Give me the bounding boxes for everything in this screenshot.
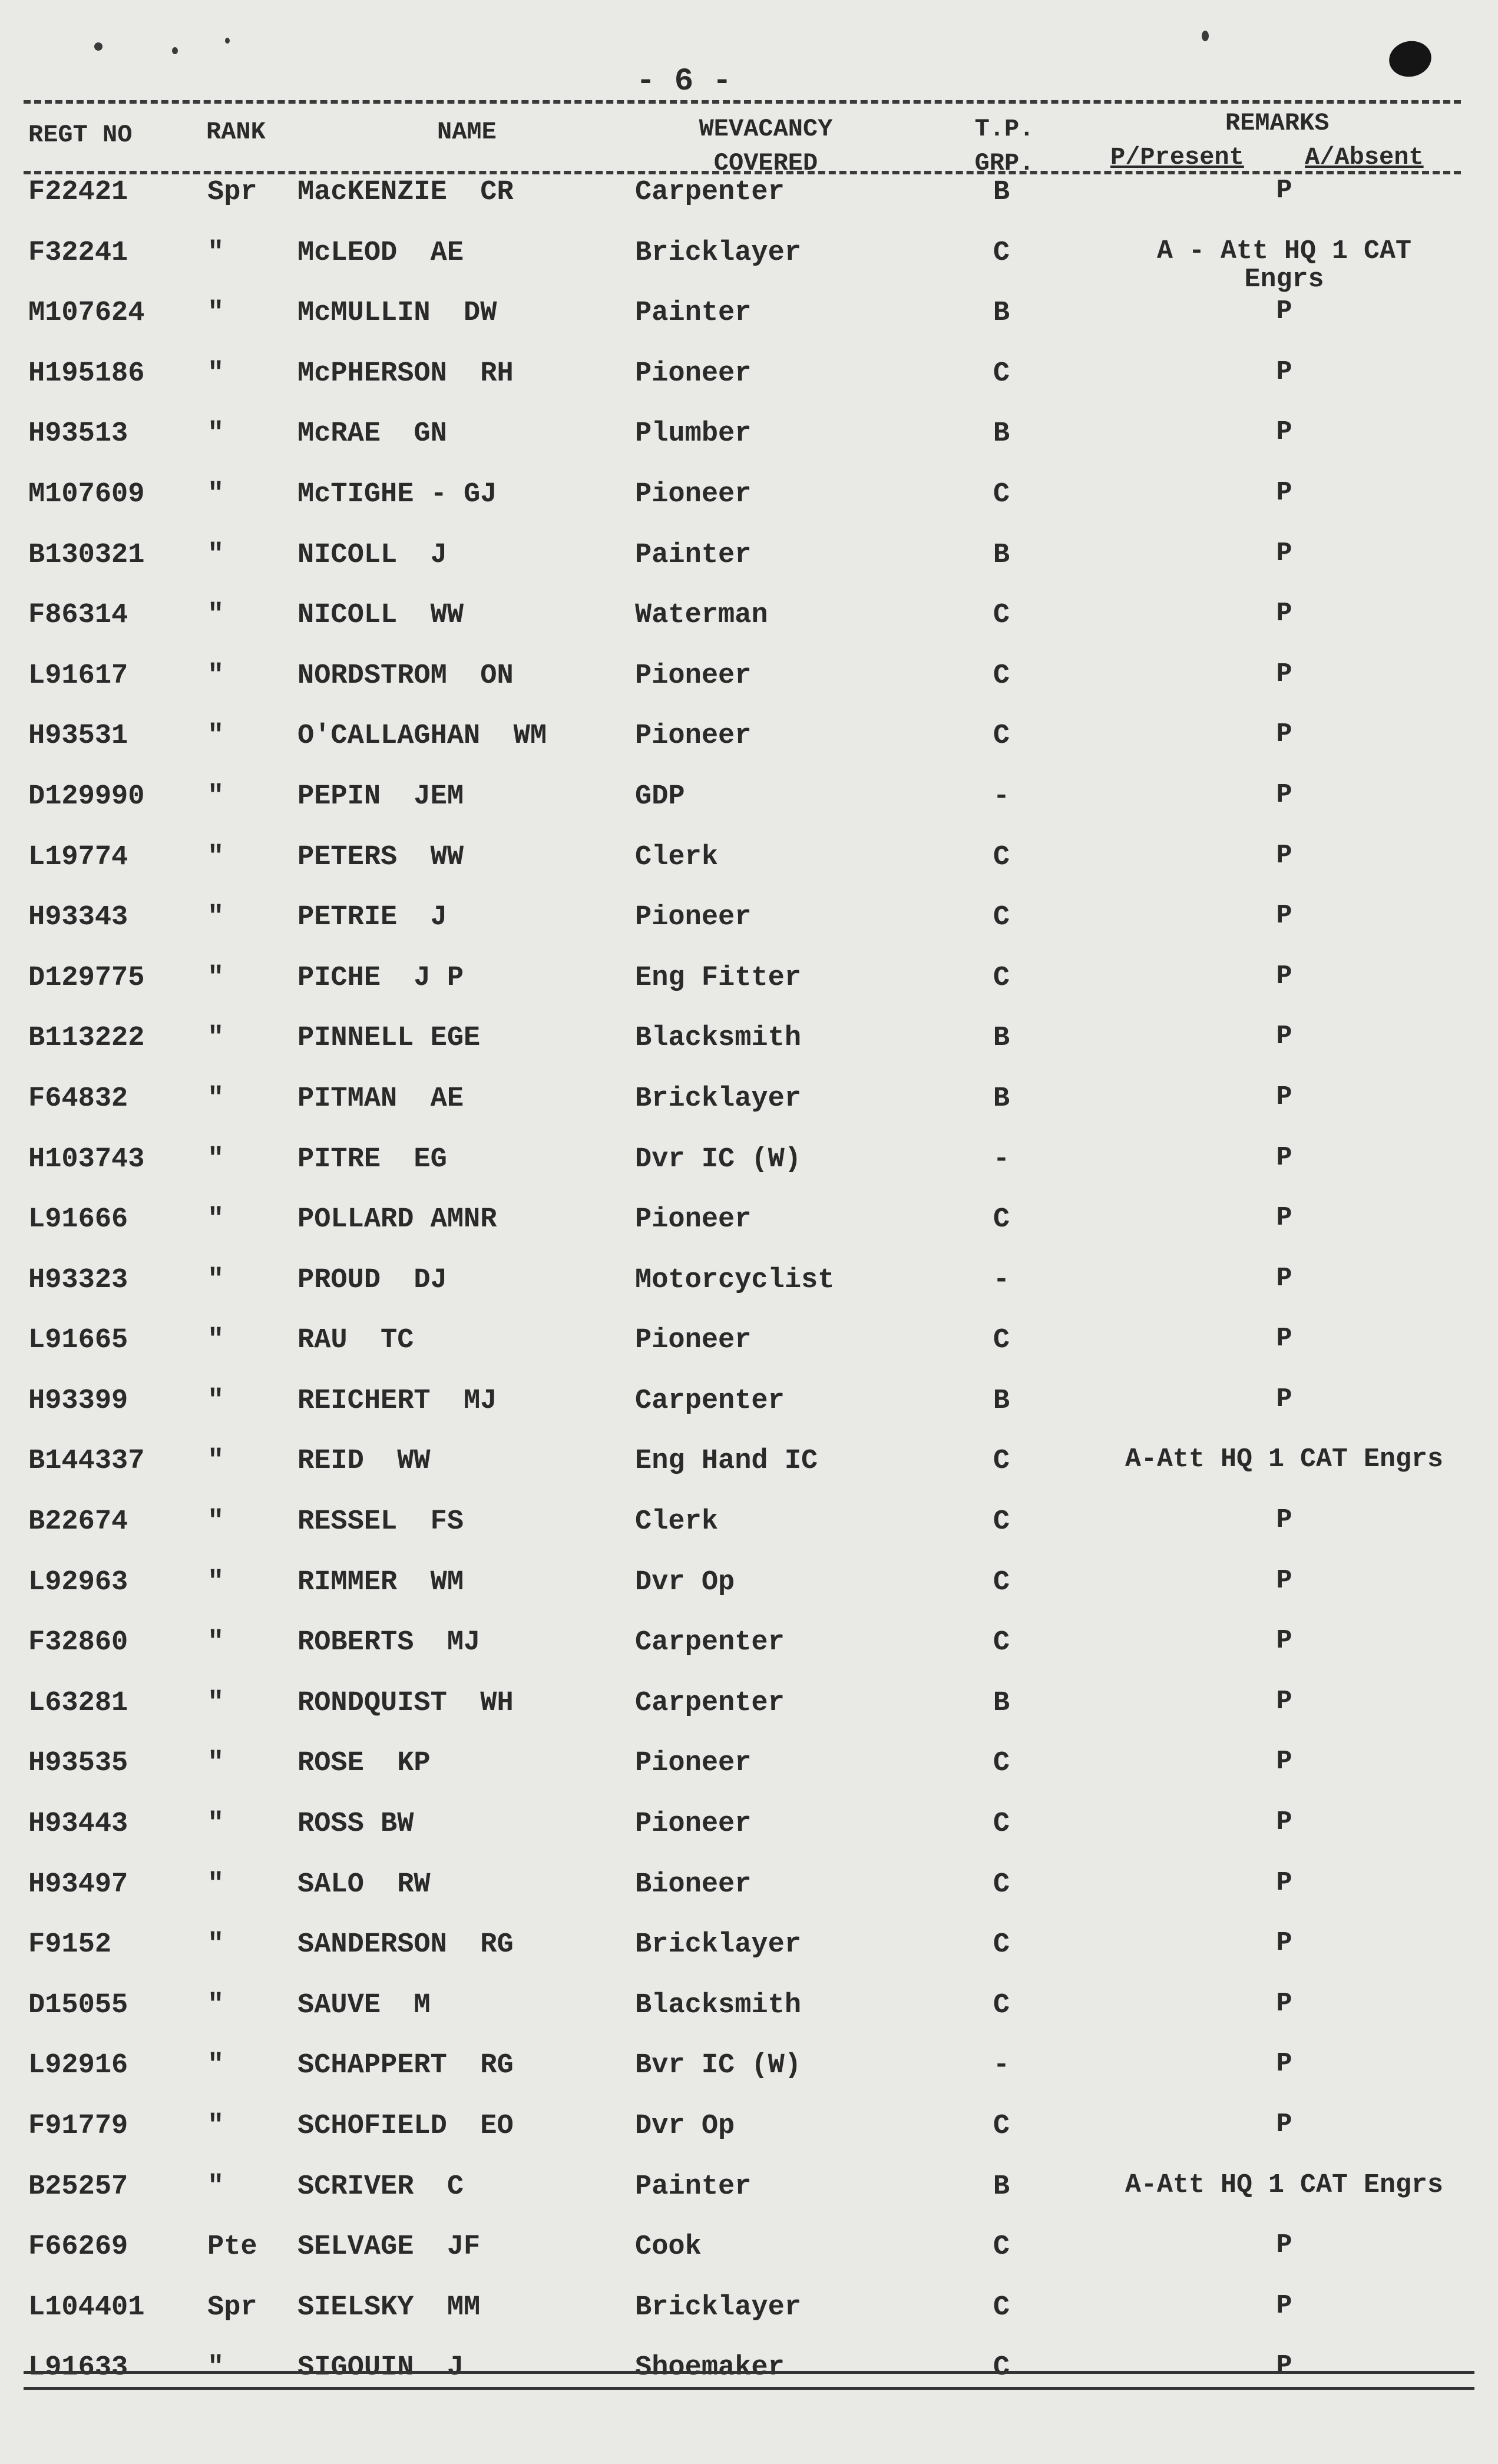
rank-cell: " xyxy=(207,418,224,450)
tp-grp-cell: B xyxy=(993,1023,1010,1054)
rank-cell: " xyxy=(207,600,224,631)
name-cell: SIGOUIN J xyxy=(297,2352,464,2384)
table-row xyxy=(0,412,1498,473)
name-cell: SIELSKY MM xyxy=(297,2291,481,2323)
rank-cell: " xyxy=(207,1143,224,1175)
table-row xyxy=(0,836,1498,897)
header-absent: A/Absent xyxy=(1305,143,1424,171)
name-cell: POLLARD AMNR xyxy=(297,1204,497,1236)
name-cell: SCHAPPERT RG xyxy=(297,2050,514,2082)
rank-cell: " xyxy=(207,478,224,510)
remarks-cell: P xyxy=(1276,176,1292,206)
tp-grp-cell: C xyxy=(993,720,1010,752)
vacancy-cell: Bricklayer xyxy=(635,1929,802,1961)
table-row xyxy=(0,1923,1498,1984)
remarks-cell: P xyxy=(1276,1988,1292,2019)
name-cell: ROSS BW xyxy=(297,1808,414,1840)
table-row xyxy=(0,1259,1498,1319)
tp-grp-cell: C xyxy=(993,358,1010,389)
table-row xyxy=(0,171,1498,231)
table-row xyxy=(0,1017,1498,1077)
tp-grp-cell: B xyxy=(993,1687,1010,1719)
vacancy-cell: Carpenter xyxy=(635,177,785,208)
vacancy-cell: GDP xyxy=(635,780,685,812)
header-present: P/Present xyxy=(1110,143,1244,171)
remarks-cell: A - Att HQ 1 CAT Engrs xyxy=(1156,236,1412,295)
vacancy-cell: Cook xyxy=(635,2231,702,2263)
vacancy-cell: Carpenter xyxy=(635,1627,785,1659)
table-row xyxy=(0,1380,1498,1440)
tp-grp-cell: C xyxy=(993,2231,1010,2263)
remarks-cell: P xyxy=(1276,1565,1292,1596)
table-row xyxy=(0,715,1498,775)
ink-blot xyxy=(1386,37,1435,81)
regt-no-cell: B130321 xyxy=(28,539,145,571)
table-row xyxy=(0,1984,1498,2045)
vacancy-cell: Dvr IC (W) xyxy=(635,1143,802,1175)
remarks-cell: P xyxy=(1276,1324,1292,1354)
rank-cell: " xyxy=(207,1264,224,1296)
regt-no-cell: L19774 xyxy=(28,841,128,873)
table-row xyxy=(0,2105,1498,2165)
tp-grp-cell: - xyxy=(993,1264,1010,1296)
rank-cell: " xyxy=(207,1868,224,1900)
tp-grp-cell: B xyxy=(993,297,1010,329)
header-rank: RANK xyxy=(206,118,266,146)
name-cell: NORDSTROM ON xyxy=(297,660,514,692)
regt-no-cell: L104401 xyxy=(28,2291,145,2323)
personnel-table xyxy=(0,171,1498,2407)
regt-no-cell: H103743 xyxy=(28,1143,145,1175)
name-cell: McRAE GN xyxy=(297,418,447,450)
tp-grp-cell: C xyxy=(993,1325,1010,1357)
table-row xyxy=(0,2286,1498,2347)
vacancy-cell: Carpenter xyxy=(635,1687,785,1719)
header-remarks: REMARKS xyxy=(1225,109,1330,137)
table-row xyxy=(0,1077,1498,1138)
tp-grp-cell: C xyxy=(993,1446,1010,1477)
remarks-cell: P xyxy=(1276,356,1292,387)
remarks-cell: P xyxy=(1276,1263,1292,1294)
strikethrough-line xyxy=(24,2371,1474,2390)
rank-cell: " xyxy=(207,2111,224,2142)
tp-grp-cell: C xyxy=(993,2352,1010,2384)
rank-cell: Spr xyxy=(207,2291,257,2323)
table-row xyxy=(0,473,1498,534)
rank-cell: " xyxy=(207,1446,224,1477)
vacancy-cell: Painter xyxy=(635,539,752,571)
table-row xyxy=(0,2165,1498,2226)
table-row xyxy=(0,654,1498,715)
name-cell: SALO RW xyxy=(297,1868,431,1900)
tp-grp-cell: C xyxy=(993,600,1010,631)
table-row xyxy=(0,1802,1498,1863)
tp-grp-cell: C xyxy=(993,841,1010,873)
table-row xyxy=(0,231,1498,295)
remarks-cell: P xyxy=(1276,2230,1292,2261)
table-row xyxy=(0,775,1498,836)
name-cell: NICOLL J xyxy=(297,539,447,571)
vacancy-cell: Painter xyxy=(635,297,752,329)
vacancy-cell: Waterman xyxy=(635,600,768,631)
ink-speck xyxy=(94,42,102,51)
remarks-cell: P xyxy=(1276,296,1292,327)
name-cell: O'CALLAGHAN WM xyxy=(297,720,547,752)
table-row xyxy=(0,292,1498,352)
name-cell: McTIGHE - GJ xyxy=(297,478,497,510)
regt-no-cell: H93513 xyxy=(28,418,128,450)
regt-no-cell: H93399 xyxy=(28,1385,128,1417)
regt-no-cell: H93497 xyxy=(28,1868,128,1900)
rank-cell: " xyxy=(207,1808,224,1840)
name-cell: RONDQUIST WH xyxy=(297,1687,514,1719)
vacancy-cell: Carpenter xyxy=(635,1385,785,1417)
tp-grp-cell: B xyxy=(993,177,1010,208)
rank-cell: " xyxy=(207,1325,224,1357)
rank-cell: " xyxy=(207,539,224,571)
tp-grp-cell: C xyxy=(993,1204,1010,1236)
header-top-rule xyxy=(24,100,1461,104)
vacancy-cell: Pioneer xyxy=(635,660,752,692)
remarks-cell: P xyxy=(1276,659,1292,689)
remarks-cell: P xyxy=(1276,1807,1292,1838)
name-cell: McLEOD AE xyxy=(297,237,464,269)
vacancy-cell: Bricklayer xyxy=(635,1083,802,1114)
tp-grp-cell: C xyxy=(993,478,1010,510)
regt-no-cell: F9152 xyxy=(28,1929,112,1961)
ink-speck xyxy=(225,38,230,44)
rank-cell: Spr xyxy=(207,177,257,208)
remarks-cell: P xyxy=(1276,1384,1292,1414)
tp-grp-cell: B xyxy=(993,539,1010,571)
vacancy-cell: Pioneer xyxy=(635,1748,752,1780)
page-number: - 6 - xyxy=(636,64,732,100)
regt-no-cell: L91665 xyxy=(28,1325,128,1357)
name-cell: ROSE KP xyxy=(297,1748,431,1780)
name-cell: PITRE EG xyxy=(297,1143,447,1175)
remarks-cell: P xyxy=(1276,477,1292,508)
name-cell: RIMMER WM xyxy=(297,1566,464,1598)
name-cell: PINNELL EGE xyxy=(297,1023,481,1054)
rank-cell: " xyxy=(207,720,224,752)
rank-cell: " xyxy=(207,1566,224,1598)
remarks-cell: P xyxy=(1276,779,1292,810)
regt-no-cell: H93323 xyxy=(28,1264,128,1296)
remarks-cell: P xyxy=(1276,1505,1292,1536)
table-row xyxy=(0,352,1498,413)
table-row xyxy=(0,1198,1498,1259)
rank-cell: " xyxy=(207,1929,224,1961)
rank-cell: " xyxy=(207,660,224,692)
vacancy-cell: Bioneer xyxy=(635,1868,752,1900)
name-cell: NICOLL WW xyxy=(297,600,464,631)
name-cell: PITMAN AE xyxy=(297,1083,464,1114)
vacancy-cell: Pioneer xyxy=(635,478,752,510)
table-row xyxy=(0,957,1498,1017)
vacancy-cell: Bricklayer xyxy=(635,237,802,269)
regt-no-cell: B144337 xyxy=(28,1446,145,1477)
regt-no-cell: D129990 xyxy=(28,780,145,812)
table-row xyxy=(0,1561,1498,1622)
rank-cell: " xyxy=(207,1083,224,1114)
tp-grp-cell: C xyxy=(993,962,1010,994)
vacancy-cell: Bvr IC (W) xyxy=(635,2050,802,2082)
tp-grp-cell: C xyxy=(993,1566,1010,1598)
remarks-cell: P xyxy=(1276,1081,1292,1112)
regt-no-cell: H195186 xyxy=(28,358,145,389)
rank-cell: " xyxy=(207,1989,224,2021)
tp-grp-cell: C xyxy=(993,1868,1010,1900)
tp-grp-cell: B xyxy=(993,2171,1010,2202)
vacancy-cell: Pioneer xyxy=(635,1204,752,1236)
header-vacancy: WEVACANCY COVERED xyxy=(699,115,833,177)
remarks-cell: P xyxy=(1276,901,1292,931)
table-row xyxy=(0,594,1498,654)
vacancy-cell: Dvr Op xyxy=(635,1566,735,1598)
table-row xyxy=(0,896,1498,957)
remarks-cell: P xyxy=(1276,1203,1292,1233)
remarks-cell: P xyxy=(1276,1928,1292,1959)
vacancy-cell: Clerk xyxy=(635,1506,719,1538)
name-cell: SAUVE M xyxy=(297,1989,431,2021)
regt-no-cell: L92963 xyxy=(28,1566,128,1598)
ink-speck xyxy=(1202,31,1209,41)
table-row xyxy=(0,1742,1498,1802)
tp-grp-cell: C xyxy=(993,1627,1010,1659)
regt-no-cell: L63281 xyxy=(28,1687,128,1719)
remarks-cell: P xyxy=(1276,1626,1292,1656)
regt-no-cell: B25257 xyxy=(28,2171,128,2202)
regt-no-cell: F91779 xyxy=(28,2111,128,2142)
rank-cell: " xyxy=(207,1748,224,1780)
tp-grp-cell: C xyxy=(993,1989,1010,2021)
rank-cell: " xyxy=(207,1023,224,1054)
regt-no-cell: M107609 xyxy=(28,478,145,510)
rank-cell: " xyxy=(207,962,224,994)
remarks-cell: P xyxy=(1276,2351,1292,2382)
regt-no-cell: F32860 xyxy=(28,1627,128,1659)
regt-no-cell: L92916 xyxy=(28,2050,128,2082)
remarks-cell: P xyxy=(1276,1142,1292,1173)
remarks-cell: A-Att HQ 1 CAT Engrs xyxy=(1125,2169,1444,2200)
tp-grp-cell: C xyxy=(993,660,1010,692)
name-cell: REICHERT MJ xyxy=(297,1385,497,1417)
rank-cell: " xyxy=(207,1687,224,1719)
table-row xyxy=(0,1621,1498,1682)
regt-no-cell: B22674 xyxy=(28,1506,128,1538)
name-cell: McPHERSON RH xyxy=(297,358,514,389)
name-cell: PICHE J P xyxy=(297,962,464,994)
vacancy-cell: Pioneer xyxy=(635,902,752,934)
rank-cell: " xyxy=(207,1204,224,1236)
tp-grp-cell: B xyxy=(993,1083,1010,1114)
rank-cell: " xyxy=(207,2171,224,2202)
tp-grp-cell: - xyxy=(993,1143,1010,1175)
table-row xyxy=(0,534,1498,594)
header-name: NAME xyxy=(437,118,497,146)
vacancy-cell: Painter xyxy=(635,2171,752,2202)
regt-no-cell: H93343 xyxy=(28,902,128,934)
vacancy-cell: Pioneer xyxy=(635,358,752,389)
regt-no-cell: H93535 xyxy=(28,1748,128,1780)
rank-cell: " xyxy=(207,1385,224,1417)
name-cell: SELVAGE JF xyxy=(297,2231,481,2263)
name-cell: RAU TC xyxy=(297,1325,414,1357)
tp-grp-cell: B xyxy=(993,418,1010,450)
vacancy-cell: Motorcyclist xyxy=(635,1264,835,1296)
regt-no-cell: F64832 xyxy=(28,1083,128,1114)
tp-grp-cell: - xyxy=(993,2050,1010,2082)
remarks-cell: P xyxy=(1276,2290,1292,2321)
rank-cell: " xyxy=(207,2050,224,2082)
tp-grp-cell: C xyxy=(993,2111,1010,2142)
tp-grp-cell: B xyxy=(993,1385,1010,1417)
regt-no-cell: H93531 xyxy=(28,720,128,752)
remarks-cell: P xyxy=(1276,2109,1292,2139)
remarks-cell: P xyxy=(1276,1867,1292,1898)
vacancy-cell: Pioneer xyxy=(635,1325,752,1357)
name-cell: MacKENZIE CR xyxy=(297,177,514,208)
vacancy-cell: Plumber xyxy=(635,418,752,450)
remarks-cell: P xyxy=(1276,598,1292,629)
header-tp-grp: T.P. GRP. xyxy=(974,115,1034,177)
regt-no-cell: F32241 xyxy=(28,237,128,269)
rank-cell: " xyxy=(207,841,224,873)
vacancy-cell: Eng Fitter xyxy=(635,962,802,994)
vacancy-cell: Bricklayer xyxy=(635,2291,802,2323)
regt-no-cell: M107624 xyxy=(28,297,145,329)
tp-grp-cell: C xyxy=(993,1929,1010,1961)
regt-no-cell: F66269 xyxy=(28,2231,128,2263)
rank-cell: Pte xyxy=(207,2231,257,2263)
name-cell: SCRIVER C xyxy=(297,2171,464,2202)
vacancy-cell: Shoemaker xyxy=(635,2352,785,2384)
vacancy-cell: Blacksmith xyxy=(635,1023,802,1054)
table-row xyxy=(0,1138,1498,1199)
name-cell: ROBERTS MJ xyxy=(297,1627,481,1659)
name-cell: SANDERSON RG xyxy=(297,1929,514,1961)
remarks-cell: P xyxy=(1276,1021,1292,1052)
tp-grp-cell: C xyxy=(993,902,1010,934)
vacancy-cell: Dvr Op xyxy=(635,2111,735,2142)
table-row xyxy=(0,1682,1498,1742)
name-cell: PETERS WW xyxy=(297,841,464,873)
vacancy-cell: Pioneer xyxy=(635,720,752,752)
regt-no-cell: F86314 xyxy=(28,600,128,631)
rank-cell: " xyxy=(207,902,224,934)
remarks-cell: P xyxy=(1276,538,1292,568)
table-row xyxy=(0,2225,1498,2286)
table-row xyxy=(0,1500,1498,1561)
table-row xyxy=(0,1440,1498,1500)
tp-grp-cell: C xyxy=(993,1506,1010,1538)
remarks-cell: P xyxy=(1276,840,1292,871)
ink-speck xyxy=(172,47,178,54)
remarks-cell: P xyxy=(1276,961,1292,991)
tp-grp-cell: C xyxy=(993,1808,1010,1840)
rank-cell: " xyxy=(207,297,224,329)
name-cell: PETRIE J xyxy=(297,902,447,934)
name-cell: SCHOFIELD EO xyxy=(297,2111,514,2142)
name-cell: RESSEL FS xyxy=(297,1506,464,1538)
rank-cell: " xyxy=(207,2352,224,2384)
regt-no-cell: D15055 xyxy=(28,1989,128,2021)
name-cell: PEPIN JEM xyxy=(297,780,464,812)
rank-cell: " xyxy=(207,1627,224,1659)
remarks-cell: P xyxy=(1276,2049,1292,2079)
remarks-cell: P xyxy=(1276,1686,1292,1716)
vacancy-cell: Pioneer xyxy=(635,1808,752,1840)
name-cell: PROUD DJ xyxy=(297,1264,447,1296)
vacancy-cell: Clerk xyxy=(635,841,719,873)
remarks-cell: P xyxy=(1276,1747,1292,1777)
tp-grp-cell: C xyxy=(993,1748,1010,1780)
regt-no-cell: D129775 xyxy=(28,962,145,994)
tp-grp-cell: C xyxy=(993,2291,1010,2323)
rank-cell: " xyxy=(207,1506,224,1538)
regt-no-cell: L91633 xyxy=(28,2352,128,2384)
remarks-cell: P xyxy=(1276,417,1292,448)
tp-grp-cell: C xyxy=(993,237,1010,269)
rank-cell: " xyxy=(207,780,224,812)
table-row xyxy=(0,1863,1498,1924)
regt-no-cell: L91666 xyxy=(28,1204,128,1236)
name-cell: REID WW xyxy=(297,1446,431,1477)
remarks-cell: A-Att HQ 1 CAT Engrs xyxy=(1125,1444,1444,1475)
regt-no-cell: F22421 xyxy=(28,177,128,208)
regt-no-cell: H93443 xyxy=(28,1808,128,1840)
regt-no-cell: L91617 xyxy=(28,660,128,692)
table-row xyxy=(0,1319,1498,1380)
remarks-cell: P xyxy=(1276,719,1292,750)
rank-cell: " xyxy=(207,237,224,269)
header-regt-no: REGT NO xyxy=(28,121,133,149)
rank-cell: " xyxy=(207,358,224,389)
vacancy-cell: Blacksmith xyxy=(635,1989,802,2021)
vacancy-cell: Eng Hand IC xyxy=(635,1446,818,1477)
table-row xyxy=(0,2346,1498,2407)
name-cell: McMULLIN DW xyxy=(297,297,497,329)
tp-grp-cell: - xyxy=(993,780,1010,812)
regt-no-cell: B113222 xyxy=(28,1023,145,1054)
table-row xyxy=(0,2044,1498,2105)
